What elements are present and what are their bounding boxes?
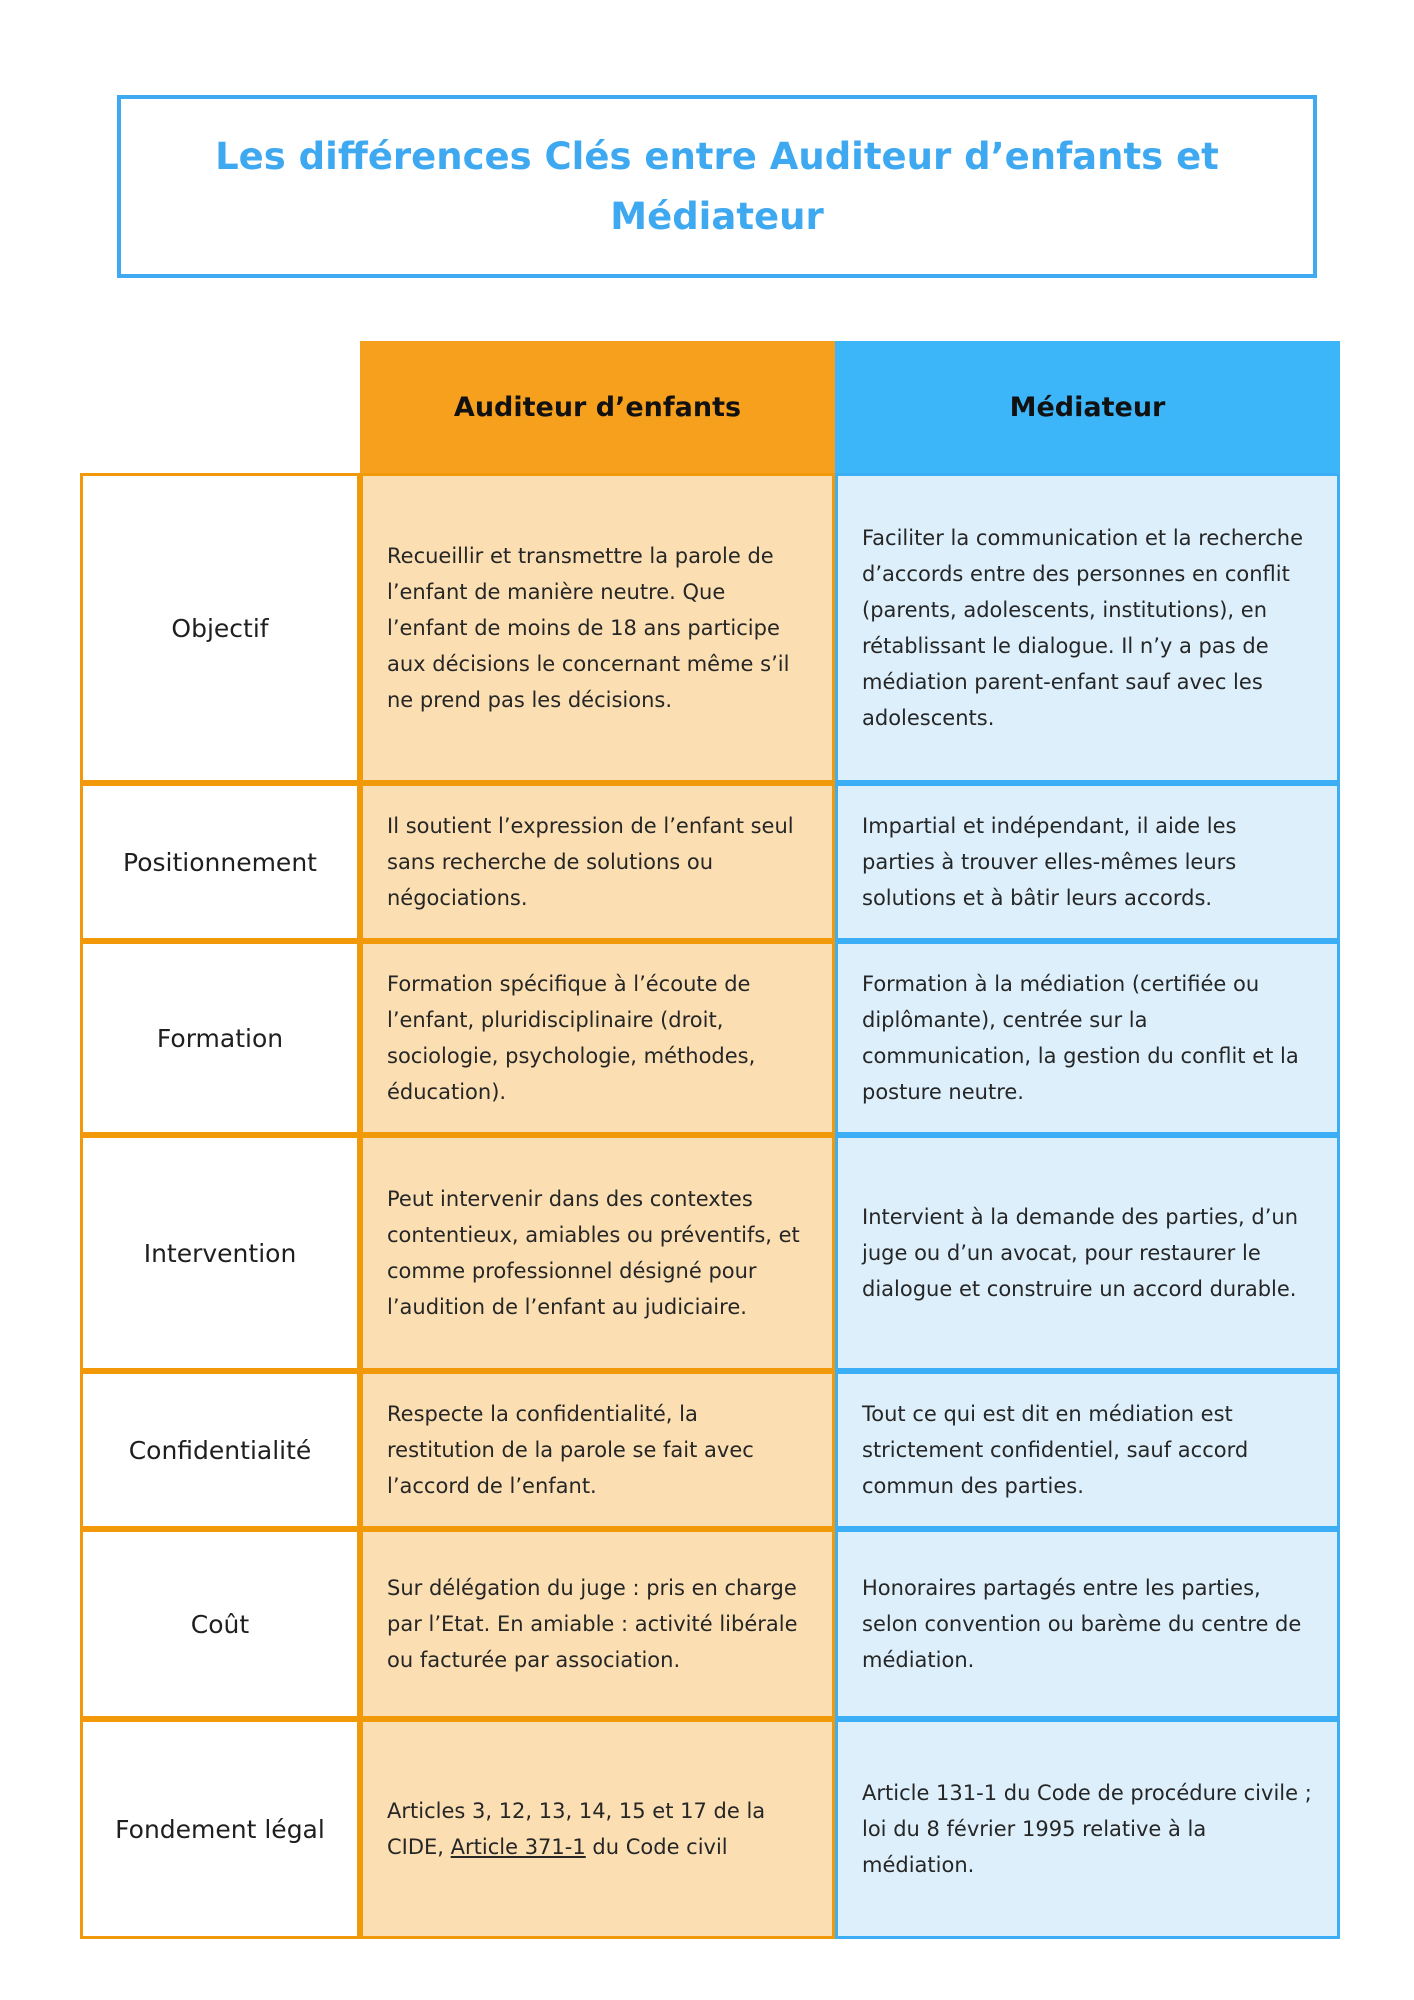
header-mediateur-label: Médiateur <box>1009 391 1166 423</box>
cell-text: Faciliter la communication et la recherche d’accords entre des personnes en conflit (parents, adolescents, institutions), en rétablissant le dialogue. Il n’y a pas de médiation parent-enfant sauf avec les adolescents. <box>862 525 1304 731</box>
cell-text: Impartial et indépendant, il aide les parties à trouver elles-mêmes leurs solutions et à bâtir leurs accords. <box>862 813 1237 911</box>
page-title: Les différences Clés entre Auditeur d’enfants et Médiateur <box>215 135 1219 238</box>
cell-auditeur-fondement-legal <box>360 1719 835 1939</box>
legal-text-before: Articles 3, 12, 13, 14, 15 et 17 de la CIDE, <box>387 1798 766 1859</box>
row-label-positionnement: Positionnement <box>80 783 360 941</box>
cell-text: Il soutient l’expression de l’enfant seul sans recherche de solutions ou négociations. <box>387 813 794 911</box>
cell-auditeur-confidentialite <box>360 1371 835 1529</box>
cell-mediateur-fondement-legal <box>835 1719 1340 1939</box>
cell-mediateur-objectif <box>835 473 1340 783</box>
header-spacer <box>80 341 360 473</box>
cell-text: Intervient à la demande des parties, d’un juge ou d’un avocat, pour restaurer le dialogue et construire un accord durable. <box>862 1204 1299 1302</box>
cell-mediateur-cout <box>835 1529 1340 1719</box>
cell-text: Formation à la médiation (certifiée ou diplômante), centrée sur la communication, la gestion du conflit et la posture neutre. <box>862 971 1299 1105</box>
cell-auditeur-objectif <box>360 473 835 783</box>
header-cell-auditeur <box>360 341 835 473</box>
cell-mediateur-formation <box>835 941 1340 1135</box>
row-label-objectif: Objectif <box>80 473 360 783</box>
row-label-formation: Formation <box>80 941 360 1135</box>
header-cell-mediateur <box>835 341 1340 473</box>
cell-text: Honoraires partagés entre les parties, selon convention ou barème du centre de médiation. <box>862 1575 1302 1673</box>
cell-text: Tout ce qui est dit en médiation est strictement confidentiel, sauf accord commun des parties. <box>862 1401 1249 1499</box>
cell-auditeur-cout <box>360 1529 835 1719</box>
article-371-1-link[interactable]: Article 371-1 <box>450 1835 586 1859</box>
cell-auditeur-formation <box>360 941 835 1135</box>
cell-text: Formation spécifique à l’écoute de l’enfant, pluridisciplinaire (droit, sociologie, psychologie, méthodes, éducation). <box>387 971 756 1105</box>
cell-text: Peut intervenir dans des contextes contentieux, amiables ou préventifs, et comme professionnel désigné pour l’audition de l’enfant au judiciaire. <box>387 1186 800 1320</box>
row-label-cout: Coût <box>80 1529 360 1719</box>
legal-text-after: du Code civil <box>585 1835 728 1859</box>
cell-text: Sur délégation du juge : pris en charge par l’Etat. En amiable : activité libérale ou facturée par association. <box>387 1575 798 1673</box>
title-box <box>117 95 1317 278</box>
cell-text: Respecte la confidentialité, la restitution de la parole se fait avec l’accord de l’enfant. <box>387 1401 754 1499</box>
cell-mediateur-confidentialite <box>835 1371 1340 1529</box>
row-label-intervention: Intervention <box>80 1135 360 1371</box>
cell-mediateur-intervention <box>835 1135 1340 1371</box>
cell-text: Recueillir et transmettre la parole de l’enfant de manière neutre. Que l’enfant de moins de 18 ans participe aux décisions le concernant même s’il ne prend pas les décisions. <box>387 543 790 713</box>
row-label-fondement-legal: Fondement légal <box>80 1719 360 1939</box>
cell-text <box>387 1793 808 1865</box>
cell-auditeur-positionnement <box>360 783 835 941</box>
comparison-table <box>80 341 1340 1939</box>
row-label-confidentialite: Confidentialité <box>80 1371 360 1529</box>
cell-auditeur-intervention <box>360 1135 835 1371</box>
cell-text: Article 131-1 du Code de procédure civile ; loi du 8 février 1995 relative à la médiation. <box>862 1780 1312 1878</box>
header-auditeur-label: Auditeur d’enfants <box>453 391 742 423</box>
cell-mediateur-positionnement <box>835 783 1340 941</box>
